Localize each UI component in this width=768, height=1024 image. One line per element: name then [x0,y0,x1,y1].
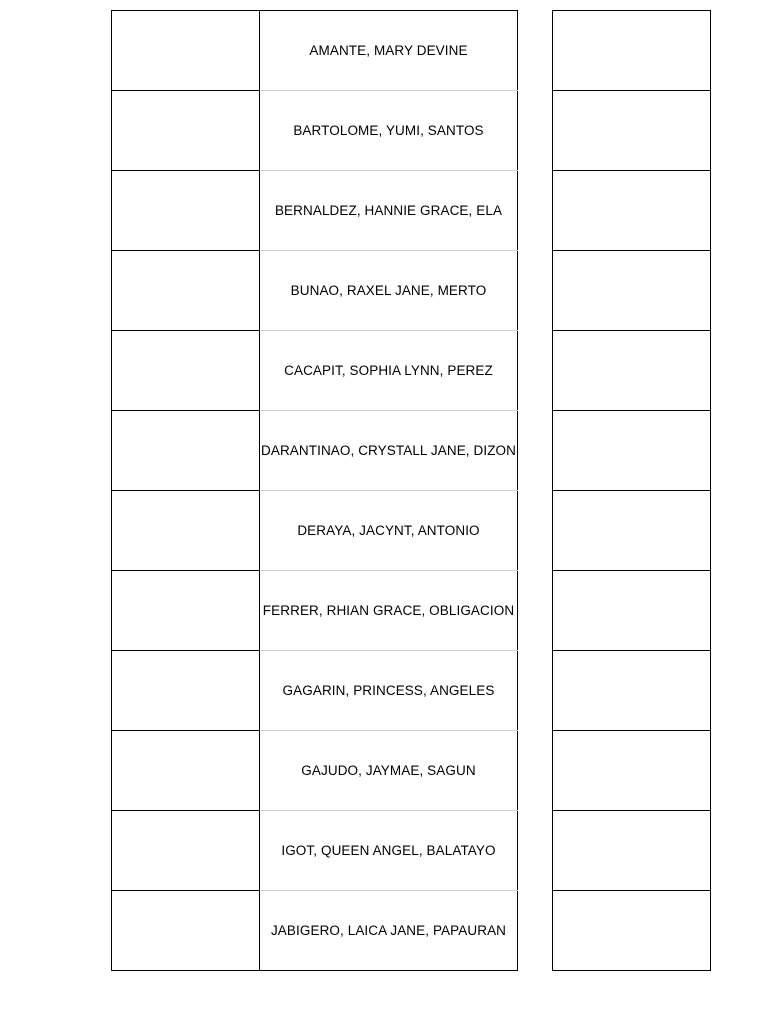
table-row [112,11,518,91]
table-row [553,491,711,571]
table-row [112,331,518,411]
student-name-cell: DARANTINAO, CRYSTALL JANE, DIZON [260,411,518,491]
name-table [111,10,518,971]
answer-box-cell[interactable] [553,651,711,731]
name-table-body [112,11,518,971]
table-row [112,651,518,731]
answer-box-table [552,10,711,971]
blank-cell[interactable] [112,891,260,971]
table-row [553,331,711,411]
blank-cell[interactable] [112,411,260,491]
blank-cell[interactable] [112,491,260,571]
answer-box-cell[interactable] [553,251,711,331]
table-row [553,651,711,731]
blank-cell[interactable] [112,331,260,411]
table-row [553,91,711,171]
blank-cell[interactable] [112,811,260,891]
blank-cell[interactable] [112,731,260,811]
student-name-cell: BARTOLOME, YUMI, SANTOS [260,91,518,171]
student-name-cell: GAGARIN, PRINCESS, ANGELES [260,651,518,731]
blank-cell[interactable] [112,651,260,731]
answer-box-cell[interactable] [553,491,711,571]
answer-box-cell[interactable] [553,571,711,651]
answer-box-cell[interactable] [553,411,711,491]
blank-cell[interactable] [112,11,260,91]
answer-box-cell[interactable] [553,331,711,411]
student-name-cell: CACAPIT, SOPHIA LYNN, PEREZ [260,331,518,411]
table-row [553,411,711,491]
table-row [553,891,711,971]
answer-box-cell[interactable] [553,731,711,811]
blank-cell[interactable] [112,91,260,171]
blank-cell[interactable] [112,251,260,331]
student-name-cell: JABIGERO, LAICA JANE, PAPAURAN [260,891,518,971]
student-name-cell: BUNAO, RAXEL JANE, MERTO [260,251,518,331]
student-name-cell: AMANTE, MARY DEVINE [260,11,518,91]
table-row [112,411,518,491]
table-row [112,731,518,811]
answer-box-cell[interactable] [553,171,711,251]
table-row [553,731,711,811]
answer-box-cell[interactable] [553,891,711,971]
table-row [112,891,518,971]
table-row [112,811,518,891]
answer-box-cell[interactable] [553,91,711,171]
answer-box-cell[interactable] [553,11,711,91]
table-row [553,11,711,91]
student-name-cell: DERAYA, JACYNT, ANTONIO [260,491,518,571]
student-name-cell: IGOT, QUEEN ANGEL, BALATAYO [260,811,518,891]
table-row [553,171,711,251]
table-row [112,491,518,571]
table-row [553,811,711,891]
student-name-cell: BERNALDEZ, HANNIE GRACE, ELA [260,171,518,251]
blank-cell[interactable] [112,171,260,251]
table-row [112,571,518,651]
table-row [112,251,518,331]
table-row [553,571,711,651]
answer-box-table-body [553,11,711,971]
table-row [112,91,518,171]
table-row [112,171,518,251]
blank-cell[interactable] [112,571,260,651]
answer-box-cell[interactable] [553,811,711,891]
student-name-cell: GAJUDO, JAYMAE, SAGUN [260,731,518,811]
table-row [553,251,711,331]
student-name-cell: FERRER, RHIAN GRACE, OBLIGACION [260,571,518,651]
